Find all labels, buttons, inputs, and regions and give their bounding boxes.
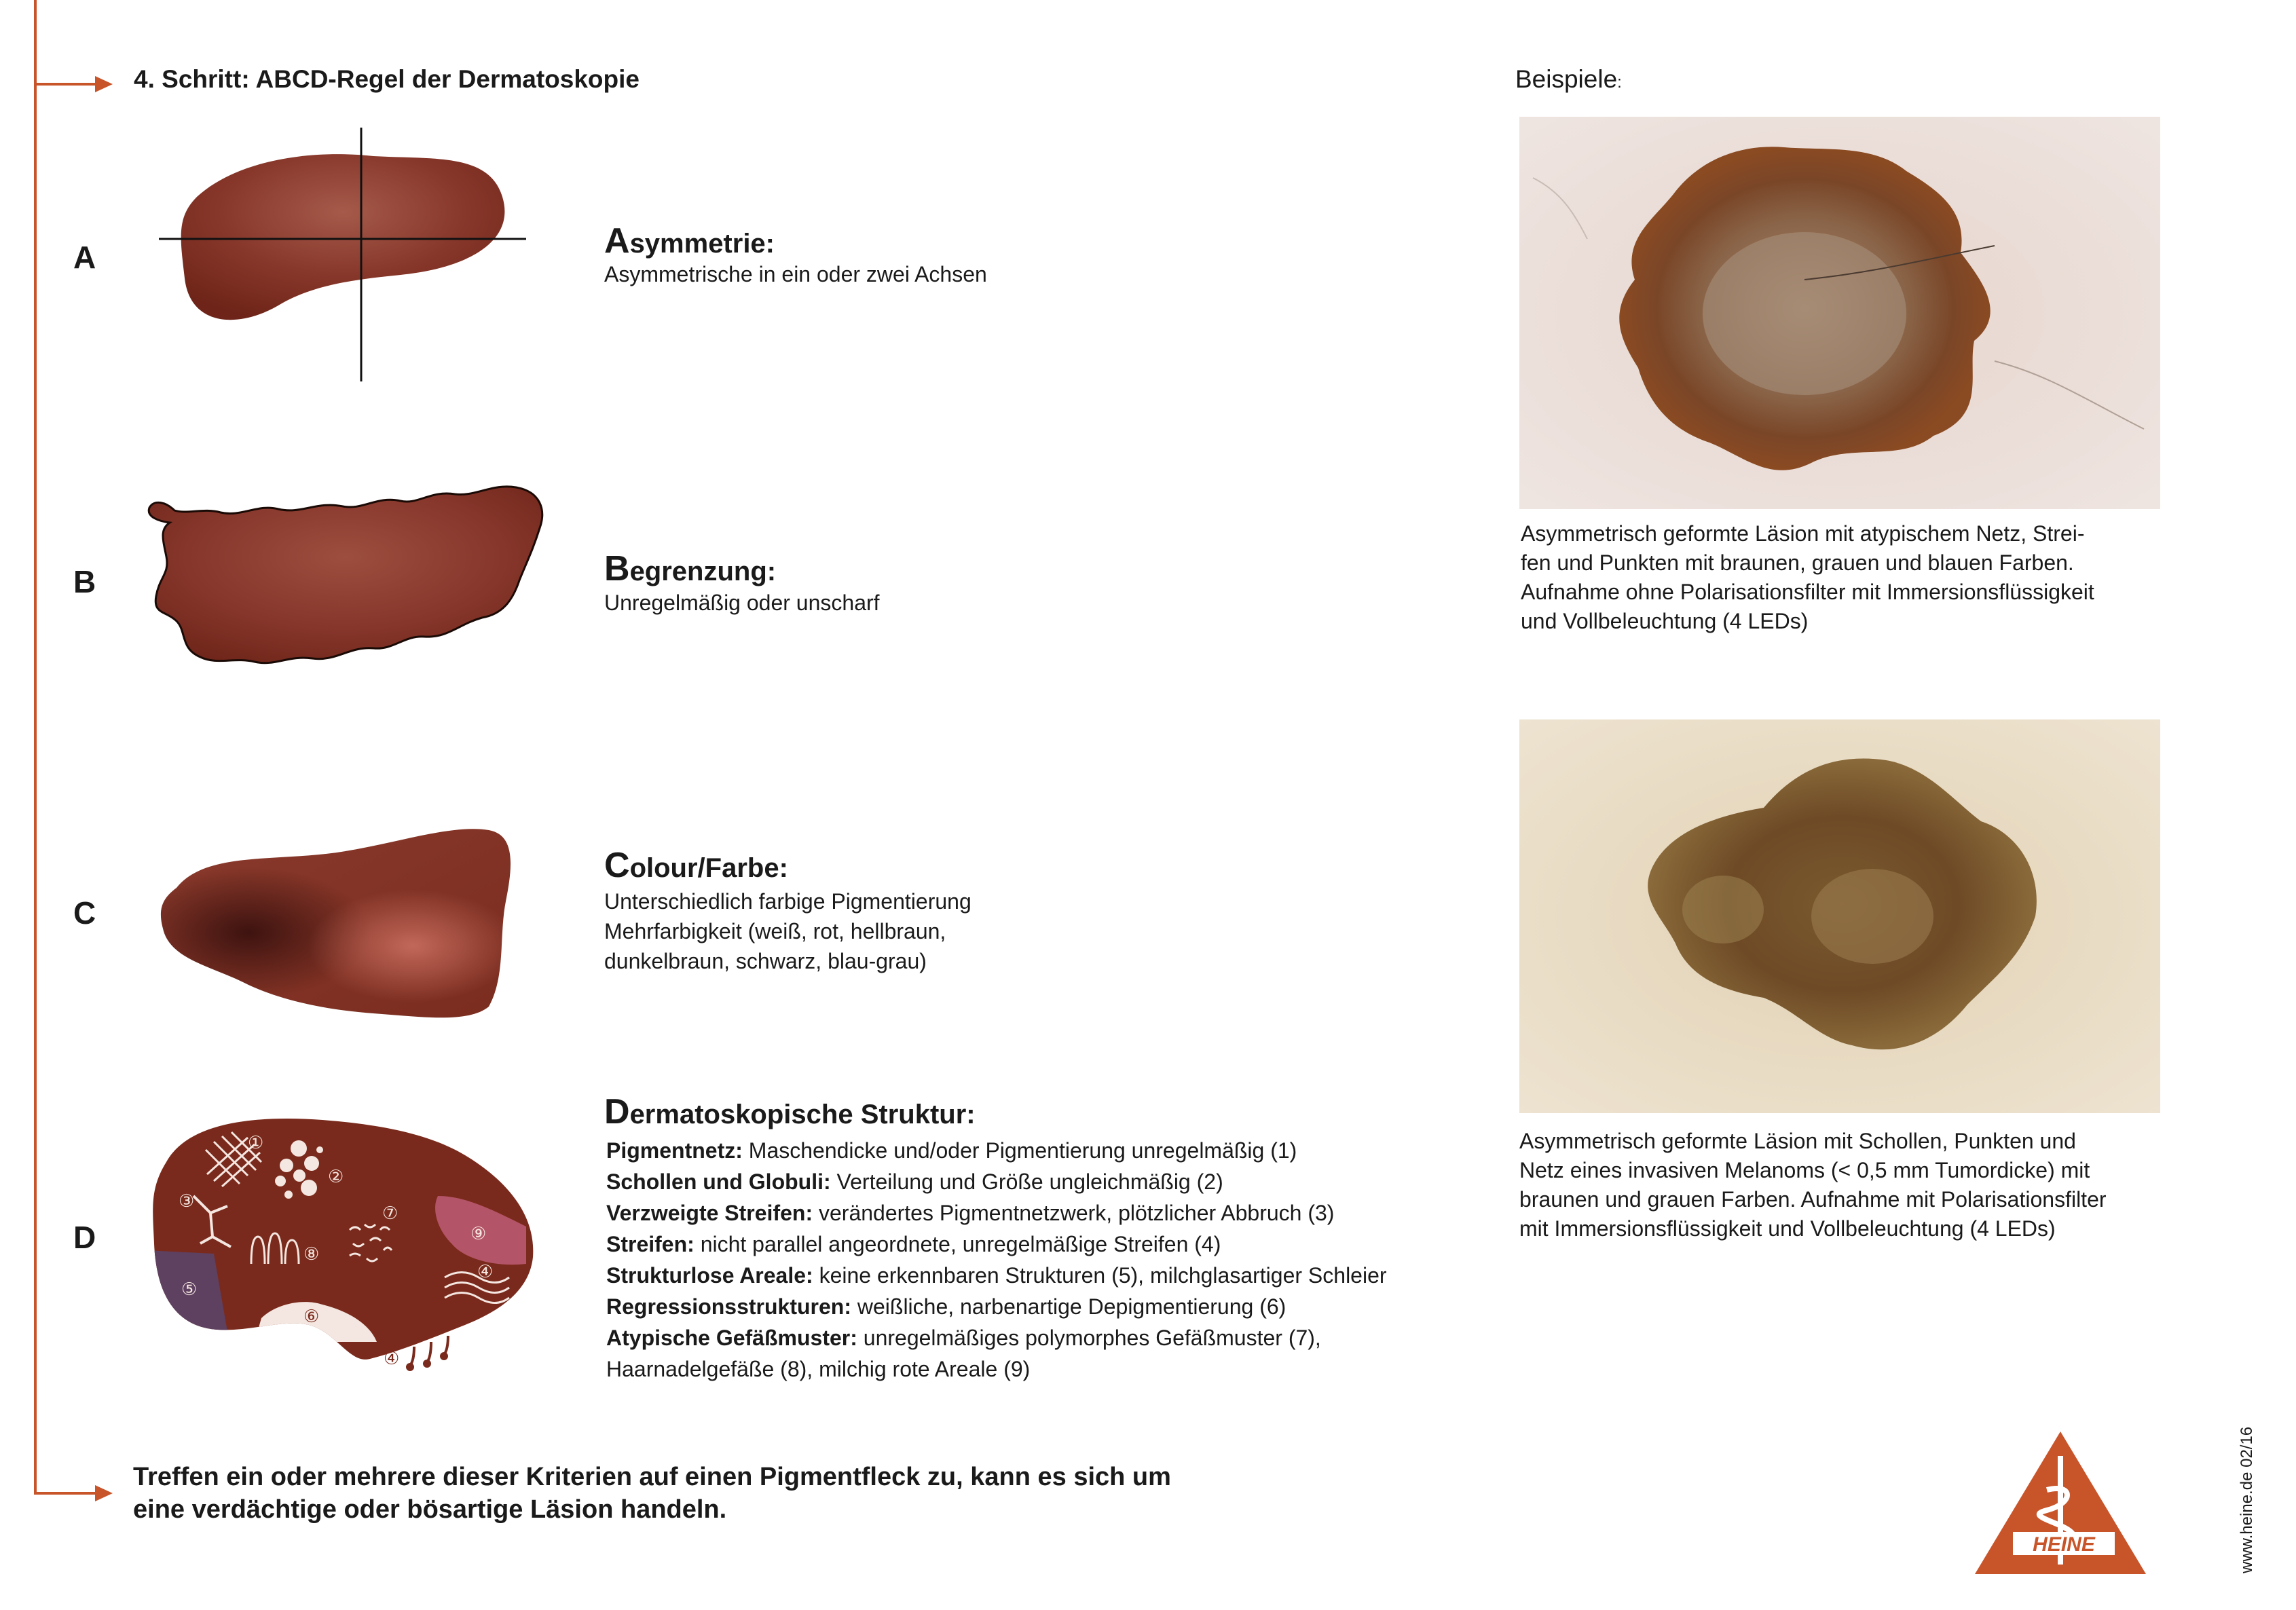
criterion-b-heading [604,548,776,589]
structure-term: Verzweigte Streifen: [606,1201,813,1225]
criterion-a-text: Asymmetrische in ein oder zwei Achsen [604,262,987,286]
criterion-c-heading-rest: olour/Farbe: [629,853,788,883]
side-website-text: www.heine.de 02/16 [2238,1426,2256,1573]
marker-7: ⑦ [382,1203,399,1224]
step-title: 4. Schritt: ABCD-Regel der Dermatoskopie [134,65,640,93]
structure-desc: keine erkennbaren Strukturen (5), milchglasartiger Schleier [813,1263,1387,1288]
example-1-caption-line: und Vollbeleuchtung (4 LEDs) [1521,609,1809,633]
examples-label-text: Beispiele [1515,65,1618,93]
criterion-a-heading-rest: symmetrie: [629,229,775,259]
structure-item [606,1322,1387,1353]
criterion-d-heading-rest: ermatoskopische Struktur: [629,1100,976,1129]
criterion-c-text-1: Unterschiedlich farbige Pigmentierung [604,889,971,914]
border-lesion-shape [149,487,542,663]
example-2-caption-line: mit Immersionsflüssigkeit und Vollbeleuchtung (4 LEDs) [1519,1216,2056,1241]
structure-term: Streifen: [606,1232,695,1256]
examples-label [1515,65,1622,94]
structure-item [606,1229,1387,1260]
structure-item [606,1353,1387,1385]
structure-desc: Haarnadelgefäße (8), milchig rote Areale (9) [606,1357,1031,1381]
structure-illustration [146,1108,547,1379]
criterion-a-heading [604,221,775,261]
example-2-caption [1519,1127,2107,1243]
criterion-c-text-3: dunkelbraun, schwarz, blau-grau) [604,949,927,973]
footer-statement [133,1461,1171,1526]
structure-term: Strukturlose Areale: [606,1263,813,1288]
marker-3: ③ [179,1191,195,1212]
example-photo-1 [1519,117,2160,509]
colour-illustration [149,820,530,1024]
example-1-caption-line: Aufnahme ohne Polarisationsfilter mit Immersionsflüssigkeit [1521,580,2094,604]
example-2-caption-line: Netz eines invasiven Melanoms (< 0,5 mm Tumordicke) mit [1519,1158,2090,1182]
marker-6: ⑥ [303,1307,320,1327]
structure-term: Regressionsstrukturen: [606,1294,851,1319]
frame-top-arrowhead [95,76,113,92]
criterion-b-heading-rest: egrenzung: [629,557,777,586]
structure-desc: Maschendicke und/oder Pigmentierung unregelmäßig (1) [742,1138,1297,1163]
marker-4: ④ [477,1262,494,1282]
marker-8: ⑧ [303,1244,320,1265]
marker-2: ② [328,1167,344,1187]
structure-term: Schollen und Globuli: [606,1169,831,1194]
criterion-d-initial: D [604,1092,630,1131]
example-2-caption-line: Asymmetrisch geformte Läsion mit Schollen, Punkten und [1519,1129,2076,1153]
border-illustration [139,475,550,672]
asymmetry-lesion-shape [181,154,505,320]
marker-9: ⑨ [470,1224,487,1244]
example-2-caption-line: braunen und grauen Farben. Aufnahme mit Polarisationsfilter [1519,1187,2107,1212]
examples-label-colon: : [1617,73,1622,92]
example-1-caption [1521,519,2094,636]
example-photo-2 [1519,719,2160,1113]
frame-bottom-arrowhead [95,1485,113,1501]
marker-4-outside: ④ [384,1349,400,1369]
asymmetry-illustration [149,122,543,387]
structure-desc: nicht parallel angeordnete, unregelmäßige Streifen (4) [694,1232,1221,1256]
structure-term: Atypische Gefäßmuster: [606,1326,857,1350]
structure-desc: unregelmäßiges polymorphes Gefäßmuster (7), [857,1326,1321,1350]
row-letter-d: D [73,1220,96,1255]
structure-item [606,1291,1387,1322]
footer-line-1: Treffen ein oder mehrere dieser Kriterien auf einen Pigmentfleck zu, kann es sich um [133,1463,1171,1491]
structure-term: Pigmentnetz: [606,1138,743,1163]
row-letter-c: C [73,895,96,931]
footer-line-2: eine verdächtige oder bösartige Läsion handeln. [133,1495,727,1524]
structure-desc: Verteilung und Größe ungleichmäßig (2) [830,1169,1223,1194]
criterion-c-initial: C [604,846,630,885]
marker-1: ① [248,1133,264,1153]
frame-vertical-line [34,0,37,1493]
example-1-caption-line: fen und Punkten mit braunen, grauen und blauen Farben. [1521,550,2074,575]
structure-desc: verändertes Pigmentnetzwerk, plötzlicher Abbruch (3) [813,1201,1335,1225]
structure-list [606,1135,1387,1385]
example-1-caption-line: Asymmetrisch geformte Läsion mit atypischem Netz, Strei- [1521,521,2085,546]
structure-item [606,1260,1387,1291]
criterion-d-heading [604,1091,976,1132]
logo-text: HEINE [2033,1533,2095,1556]
structure-item [606,1166,1387,1197]
row-letter-a: A [73,240,96,275]
structure-desc: weißliche, narbenartige Depigmentierung (6) [851,1294,1286,1319]
structure-item [606,1197,1387,1229]
criterion-c-heading [604,845,788,886]
criterion-b-text: Unregelmäßig oder unscharf [604,591,880,615]
structure-item [606,1135,1387,1166]
criterion-c-text-2: Mehrfarbigkeit (weiß, rot, hellbraun, [604,919,946,943]
marker-5: ⑤ [181,1279,198,1300]
criterion-b-initial: B [604,549,630,588]
heine-logo [1972,1429,2149,1578]
row-letter-b: B [73,564,96,599]
criterion-a-initial: A [604,221,630,261]
